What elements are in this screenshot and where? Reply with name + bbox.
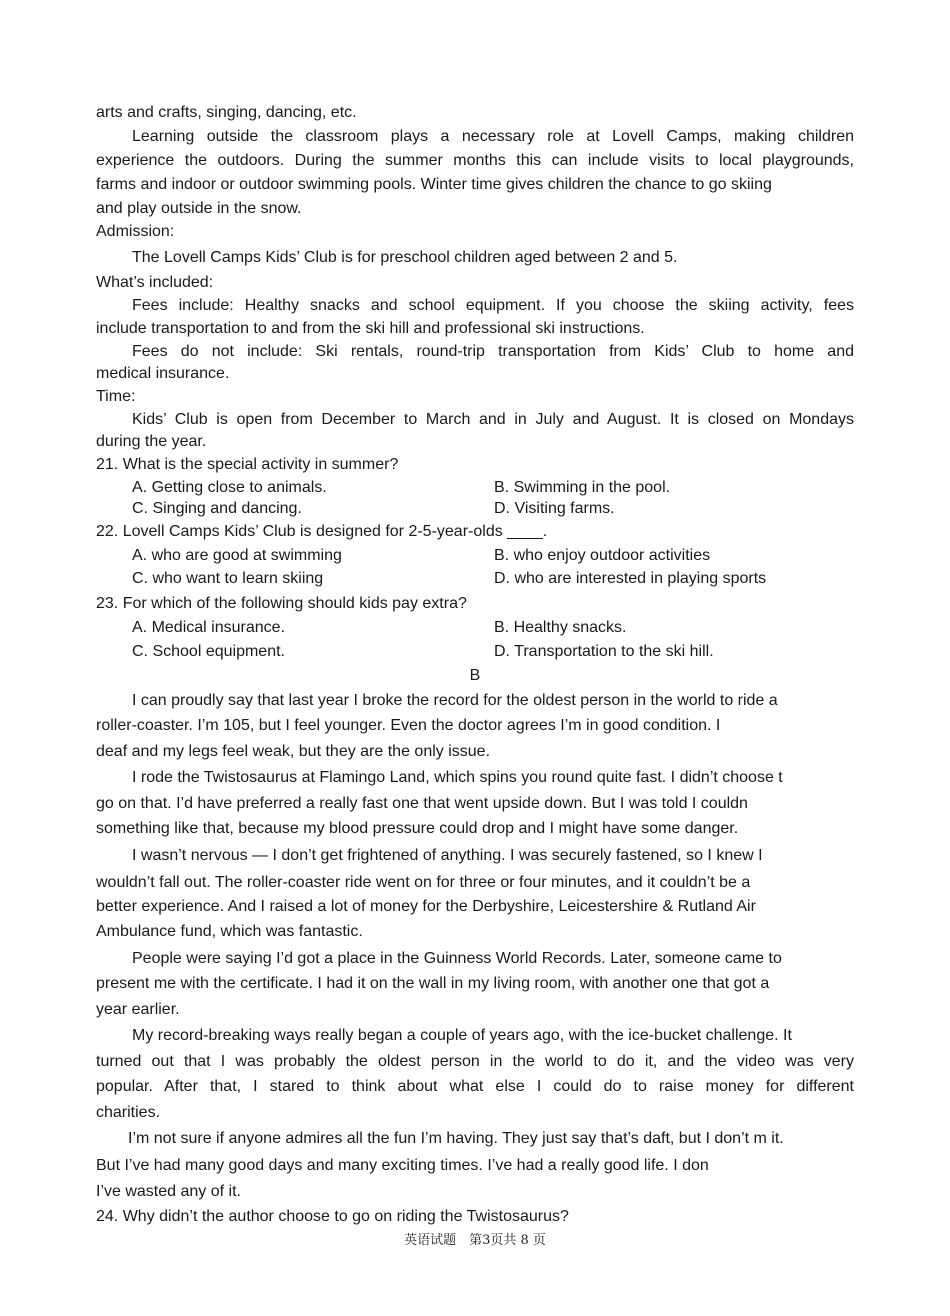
passage-line: better experience. And I raised a lot of money for the Derbyshire, Leicestershire & Rutland Air <box>96 898 756 915</box>
passage-line: charities. <box>96 1104 161 1121</box>
passage-line: I rode the Twistosaurus at Flamingo Land, which spins you round quite fast. I didn’t choose t <box>132 769 783 786</box>
question-stem: 22. Lovell Camps Kids’ Club is designed for 2-5-year-olds ____. <box>96 523 548 540</box>
passage-line: I’m not sure if anyone admires all the fun I’m having. They just say that’s daft, but I don’t m it. <box>128 1130 784 1147</box>
passage-line: My record-breaking ways really began a couple of years ago, with the ice-bucket challenge. It <box>132 1027 792 1044</box>
page-footer: 英语试题 第3页共 8 页 <box>404 1233 546 1248</box>
passage-line: during the year. <box>96 433 207 450</box>
answer-option: B. who enjoy outdoor activities <box>494 547 711 564</box>
section-heading: Admission: <box>96 223 175 240</box>
passage-line: turned out that I was probably the oldest person in the world to do it, and the video was very <box>96 1053 854 1070</box>
passage-line: I can proudly say that last year I broke the record for the oldest person in the world to ride a <box>132 692 778 709</box>
passage-line: But I’ve had many good days and many exciting times. I’ve had a really good life. I don <box>96 1157 709 1174</box>
answer-option: C. who want to learn skiing <box>132 570 324 587</box>
passage-line: present me with the certificate. I had it on the wall in my living room, with another one that got a <box>96 975 770 992</box>
question-stem: 24. Why didn’t the author choose to go on riding the Twistosaurus? <box>96 1208 569 1225</box>
passage-line: and play outside in the snow. <box>96 200 302 217</box>
passage-line: arts and crafts, singing, dancing, etc. <box>96 104 357 121</box>
passage-line: include transportation to and from the ski hill and professional ski instructions. <box>96 320 645 337</box>
question-stem: 21. What is the special activity in summer? <box>96 456 399 473</box>
passage-line: farms and indoor or outdoor swimming pools. Winter time gives children the chance to go skiing <box>96 176 772 193</box>
passage-line: Ambulance fund, which was fantastic. <box>96 923 363 940</box>
answer-option: C. School equipment. <box>132 643 285 660</box>
passage-line: I wasn’t nervous — I don’t get frightened of anything. I was securely fastened, so I knew I <box>132 847 763 864</box>
passage-line: I’ve wasted any of it. <box>96 1183 241 1200</box>
answer-option: C. Singing and dancing. <box>132 500 302 517</box>
passage-line: Fees do not include: Ski rentals, round-trip transportation from Kids’ Club to home and <box>132 343 854 360</box>
passage-line: popular. After that, I stared to think about what else I could do to raise money for different <box>96 1078 854 1095</box>
answer-option: B. Swimming in the pool. <box>494 479 671 496</box>
passage-line: deaf and my legs feel weak, but they are the only issue. <box>96 743 491 760</box>
passage-line: experience the outdoors. During the summer months this can include visits to local playgrounds, <box>96 152 854 169</box>
passage-line: roller-coaster. I’m 105, but I feel younger. Even the doctor agrees I’m in good condition. I <box>96 717 721 734</box>
answer-option: D. Transportation to the ski hill. <box>494 643 714 660</box>
answer-option: D. who are interested in playing sports <box>494 570 767 587</box>
passage-line: go on that. I’d have preferred a really fast one that went upside down. But I was told I couldn <box>96 795 748 812</box>
passage-line: Kids’ Club is open from December to March and in July and August. It is closed on Mondays <box>132 411 854 428</box>
answer-option: B. Healthy snacks. <box>494 619 627 636</box>
answer-option: A. who are good at swimming <box>132 547 342 564</box>
section-label: B <box>469 667 481 684</box>
question-stem: 23. For which of the following should kids pay extra? <box>96 595 467 612</box>
passage-line: medical insurance. <box>96 365 230 382</box>
passage-line: Fees include: Healthy snacks and school equipment. If you choose the skiing activity, fees <box>132 297 854 314</box>
answer-option: A. Getting close to animals. <box>132 479 327 496</box>
passage-line: The Lovell Camps Kids’ Club is for preschool children aged between 2 and 5. <box>132 249 678 266</box>
passage-line: People were saying I’d got a place in the Guinness World Records. Later, someone came to <box>132 950 782 967</box>
section-heading: What’s included: <box>96 274 214 291</box>
passage-line: Learning outside the classroom plays a necessary role at Lovell Camps, making children <box>132 128 854 145</box>
answer-option: A. Medical insurance. <box>132 619 285 636</box>
passage-line: year earlier. <box>96 1001 180 1018</box>
section-heading: Time: <box>96 388 136 405</box>
passage-line: something like that, because my blood pressure could drop and I might have some danger. <box>96 820 739 837</box>
passage-line: wouldn’t fall out. The roller-coaster ride went on for three or four minutes, and it couldn’t be a <box>96 874 751 891</box>
answer-option: D. Visiting farms. <box>494 500 615 517</box>
